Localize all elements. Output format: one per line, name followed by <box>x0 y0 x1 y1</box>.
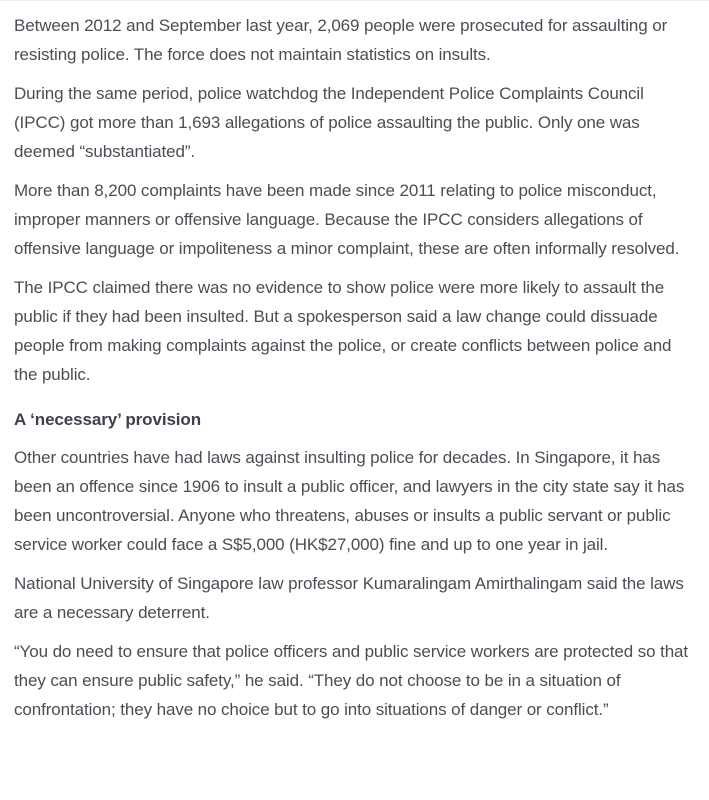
paragraph-ipcc-allegations: During the same period, police watchdog the Independent Police Complaints Council (IPCC) got more than 1,693 allegations of police assaulting the public. Only one was deemed “substantiated”. <box>14 84 644 161</box>
paragraph-quote: “You do need to ensure that police officers and public service workers are protected so that they can ensure public safety,” he said. “They do not choose to be in a situation of confrontation; they have no choice but to go into situations of danger or conflict.” <box>14 642 689 719</box>
section-heading: A ‘necessary’ provision <box>14 410 201 429</box>
paragraph-professor: National University of Singapore law professor Kumaralingam Amirthalingam said the laws are a necessary deterrent. <box>14 574 684 622</box>
paragraph-complaints: More than 8,200 complaints have been made since 2011 relating to police misconduct, improper manners or offensive language. Because the IPCC considers allegations of offensive language or impoliteness a minor complaint, these are often informally resolved. <box>14 181 680 258</box>
article-body <box>0 1 709 724</box>
paragraph-prosecutions: Between 2012 and September last year, 2,069 people were prosecuted for assaulting or resisting police. The force does not maintain statistics on insults. <box>14 16 668 64</box>
paragraph-ipcc-claim: The IPCC claimed there was no evidence to show police were more likely to assault the public if they had been insulted. But a spokesperson said a law change could dissuade people from making complaints against the police, or create conflicts between police and the public. <box>14 278 672 384</box>
paragraph-other-countries: Other countries have had laws against insulting police for decades. In Singapore, it has been an offence since 1906 to insult a public officer, and lawyers in the city state say it has been uncontroversial. Anyone who threatens, abuses or insults a public servant or public service worker could face a S$5,000 (HK$27,000) fine and up to one year in jail. <box>14 448 685 554</box>
